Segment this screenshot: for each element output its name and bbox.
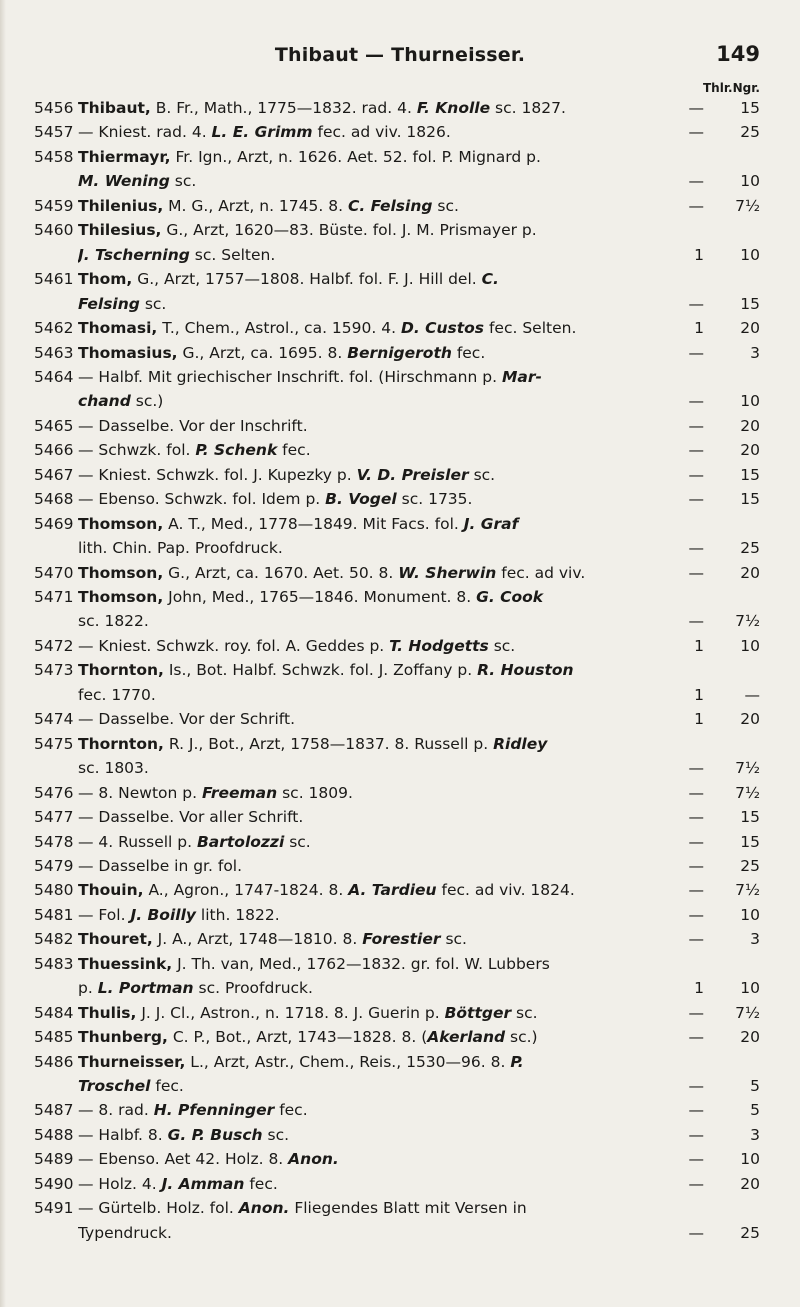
price-groschen: 25 (740, 856, 760, 875)
entry-text: Thom, G., Arzt, 1757—1808. Halbf. fol. F. J. Hill del. C. (78, 270, 499, 289)
price-groschen: 15 (740, 294, 760, 313)
catalog-entry (0, 831, 800, 853)
page-number: 149 (716, 42, 760, 66)
entry-text: — Kniest. rad. 4. L. E. Grimm fec. ad viv. 1826. (78, 123, 451, 142)
catalog-entry (0, 953, 800, 975)
price-groschen: 25 (740, 1223, 760, 1242)
catalog-entry (0, 586, 800, 608)
entry-text: — Dasselbe. Vor der Schrift. (78, 710, 295, 729)
entry-number: 5467 (34, 465, 74, 484)
price-thaler: — (688, 539, 704, 558)
price-thaler: 1 (694, 636, 704, 655)
catalog-entry (0, 1124, 800, 1146)
catalog-entry (0, 1051, 800, 1073)
entry-number: 5488 (34, 1125, 74, 1144)
price-groschen: 7½ (735, 1003, 760, 1022)
entry-text: Troschel fec. (78, 1077, 184, 1095)
entry-text: Thomasi, T., Chem., Astrol., ca. 1590. 4. D. Custos fec. Selten. (78, 319, 577, 338)
price-thaler: — (688, 1174, 704, 1193)
catalog-entry (0, 121, 800, 143)
entry-number: 5479 (34, 856, 74, 875)
catalog-entry (0, 879, 800, 901)
price-column-header: Thlr.Ngr. (702, 81, 760, 95)
entry-text: Felsing sc. (78, 294, 167, 313)
entry-number: 5480 (34, 881, 74, 900)
catalog-entry (0, 464, 800, 486)
entry-text: Thomasius, G., Arzt, ca. 1695. 8. Bernigeroth fec. (78, 343, 486, 362)
catalog-entry (0, 415, 800, 437)
entry-number: 5484 (34, 1003, 74, 1022)
entry-number: 5478 (34, 832, 74, 851)
entry-text: Thouret, J. A., Arzt, 1748—1810. 8. Forestier sc. (78, 930, 467, 949)
price-thaler: 1 (694, 979, 704, 998)
catalog-entry (0, 342, 800, 364)
price-groschen: 20 (740, 710, 760, 729)
price-groschen: 10 (740, 392, 760, 411)
catalog-entry (0, 1099, 800, 1121)
entry-text: Thomson, John, Med., 1765—1846. Monument. 8. G. Cook (78, 588, 544, 606)
entry-text: Thilesius, G., Arzt, 1620—83. Büste. fol. J. M. Prismayer p. (78, 221, 537, 240)
entry-number: 5465 (34, 416, 74, 435)
price-thaler: — (688, 196, 704, 215)
entry-number: 5458 (34, 147, 74, 166)
entry-text: — Ebenso. Schwzk. fol. Idem p. B. Vogel sc. 1735. (78, 490, 473, 509)
catalog-entry (0, 1002, 800, 1024)
running-head-title: Thibaut — Thurneisser. (274, 44, 526, 66)
catalog-entry (0, 562, 800, 584)
price-groschen: 10 (740, 905, 760, 924)
catalog-entry (0, 806, 800, 828)
running-head (0, 38, 800, 74)
catalog-entry (0, 733, 800, 755)
entry-number: 5472 (34, 636, 74, 655)
entry-text: Thibaut, B. Fr., Math., 1775—1832. rad. 4. F. Knolle sc. 1827. (78, 99, 566, 117)
price-thaler: — (688, 441, 704, 460)
entry-text: J. Tscherning sc. Selten. (78, 245, 276, 264)
catalog-entry (0, 855, 800, 877)
catalog-entry (0, 219, 800, 241)
catalog-entry (0, 1197, 800, 1219)
entry-text: Thulis, J. J. Cl., Astron., n. 1718. 8. J. Guerin p. Böttger sc. (78, 1003, 538, 1022)
price-thaler: — (688, 905, 704, 924)
entry-text: — Dasselbe. Vor der Inschrift. (78, 416, 308, 435)
catalog-entry (0, 268, 800, 290)
price-thaler: 1 (694, 245, 704, 264)
entry-number: 5468 (34, 490, 74, 509)
price-thaler: — (688, 172, 704, 191)
entry-number: 5475 (34, 734, 74, 753)
entry-text: — Dasselbe in gr. fol. (78, 856, 243, 875)
price-thaler: — (688, 294, 704, 313)
entry-text: — 8. Newton p. Freeman sc. 1809. (78, 783, 353, 802)
catalog-entry (0, 195, 800, 217)
entry-text: — Schwzk. fol. P. Schenk fec. (78, 441, 311, 460)
price-thaler: 1 (694, 319, 704, 338)
catalog-entry-continuation (0, 757, 800, 779)
catalog-entry-continuation (0, 684, 800, 706)
catalog-entry (0, 366, 800, 388)
price-groschen: 10 (740, 979, 760, 998)
price-groschen: 10 (740, 636, 760, 655)
entry-number: 5474 (34, 710, 74, 729)
price-groschen: 10 (740, 245, 760, 264)
entry-number: 5490 (34, 1174, 74, 1193)
entry-number: 5489 (34, 1150, 74, 1169)
entry-text: Typendruck. (78, 1223, 172, 1242)
entry-text: Thuessink, J. Th. van, Med., 1762—1832. gr. fol. W. Lubbers (78, 954, 550, 973)
entry-text: — 4. Russell p. Bartolozzi sc. (78, 832, 311, 851)
entry-text: — Halbf. Mit griechischer Inschrift. fol. (Hirschmann p. Mar- (78, 367, 542, 386)
entry-number: 5471 (34, 588, 74, 606)
price-groschen: 15 (740, 465, 760, 484)
price-groschen: 7½ (735, 196, 760, 215)
price-groschen: 20 (740, 441, 760, 460)
entry-text: — 8. rad. H. Pfenninger fec. (78, 1101, 308, 1120)
price-thaler: — (688, 123, 704, 142)
price-groschen: 25 (740, 123, 760, 142)
entry-text: Thomson, G., Arzt, ca. 1670. Aet. 50. 8. W. Sherwin fec. ad viv. (78, 563, 586, 582)
price-thaler: — (688, 99, 704, 117)
price-thaler: — (688, 563, 704, 582)
price-groschen: 3 (750, 930, 760, 949)
price-groschen: 10 (740, 172, 760, 191)
entry-number: 5461 (34, 270, 74, 289)
entry-text: lith. Chin. Pap. Proofdruck. (78, 539, 283, 558)
catalog-entry (0, 635, 800, 657)
price-thaler: — (688, 1223, 704, 1242)
catalog-entry (0, 317, 800, 339)
entry-text: Thouin, A., Agron., 1747-1824. 8. A. Tardieu fec. ad viv. 1824. (78, 881, 575, 900)
entry-number: 5483 (34, 954, 74, 973)
catalog-entry-continuation (0, 390, 800, 412)
entry-number: 5473 (34, 661, 74, 680)
catalog-entry-continuation (0, 293, 800, 315)
entry-number: 5464 (34, 367, 74, 386)
entry-text: Thornton, R. J., Bot., Arzt, 1758—1837. 8. Russell p. Ridley (78, 734, 548, 753)
price-groschen: 7½ (735, 612, 760, 631)
catalog-entry-continuation (0, 977, 800, 999)
entry-text: — Kniest. Schwzk. fol. J. Kupezky p. V. D. Preisler sc. (78, 465, 496, 484)
entry-text: sc. 1822. (78, 612, 149, 631)
entry-text: p. L. Portman sc. Proofdruck. (78, 979, 313, 998)
catalog-entry (0, 488, 800, 510)
price-groschen: 15 (740, 490, 760, 509)
price-thaler: — (688, 832, 704, 851)
entry-number: 5460 (34, 221, 74, 240)
entry-text: Thornton, Is., Bot. Halbf. Schwzk. fol. J. Zoffany p. R. Houston (78, 661, 574, 680)
entry-text: — Halbf. 8. G. P. Busch sc. (78, 1125, 290, 1144)
entry-text: Thurneisser, L., Arzt, Astr., Chem., Reis., 1530—96. 8. P. (78, 1052, 524, 1071)
catalog-entry (0, 513, 800, 535)
price-groschen: 20 (740, 1174, 760, 1193)
entry-text: — Fol. J. Boilly lith. 1822. (78, 905, 280, 924)
catalog-entry (0, 97, 800, 119)
price-groschen: 7½ (735, 881, 760, 900)
price-thaler: — (688, 490, 704, 509)
price-thaler: — (688, 1077, 704, 1095)
catalog-entry (0, 708, 800, 730)
entry-text: chand sc.) (78, 392, 164, 411)
entry-number: 5481 (34, 905, 74, 924)
price-thaler: — (688, 416, 704, 435)
catalog-entry (0, 782, 800, 804)
price-groschen: 10 (740, 1150, 760, 1169)
catalog-entry (0, 1148, 800, 1170)
price-groschen: 25 (740, 539, 760, 558)
price-groschen: 5 (750, 1077, 760, 1095)
price-groschen: 5 (750, 1101, 760, 1120)
entry-text: sc. 1803. (78, 759, 149, 778)
price-thaler: 1 (694, 710, 704, 729)
entry-number: 5470 (34, 563, 74, 582)
price-thaler: — (688, 856, 704, 875)
entry-number: 5491 (34, 1199, 74, 1218)
catalog-entry-continuation (0, 244, 800, 266)
price-thaler: — (688, 783, 704, 802)
entry-number: 5485 (34, 1028, 74, 1047)
entry-number: 5476 (34, 783, 74, 802)
price-groschen: 15 (740, 832, 760, 851)
price-thaler: — (688, 392, 704, 411)
price-thaler: — (688, 1125, 704, 1144)
price-groschen: 3 (750, 343, 760, 362)
price-groschen: 15 (740, 99, 760, 117)
price-thaler: — (688, 343, 704, 362)
price-groschen: 20 (740, 563, 760, 582)
price-thaler: — (688, 808, 704, 827)
price-groschen: 20 (740, 319, 760, 338)
entry-number: 5477 (34, 808, 74, 827)
price-thaler: — (688, 612, 704, 631)
catalog-entry (0, 146, 800, 168)
entry-text: — Dasselbe. Vor aller Schrift. (78, 808, 304, 827)
entry-number: 5457 (34, 123, 74, 142)
entry-number: 5463 (34, 343, 74, 362)
price-groschen: — (744, 685, 760, 704)
entry-text: — Ebenso. Aet 42. Holz. 8. Anon. (78, 1150, 339, 1169)
entry-text: — Kniest. Schwzk. roy. fol. A. Geddes p. T. Hodgetts sc. (78, 636, 516, 655)
catalog-entry-continuation (0, 1222, 800, 1244)
catalog-entry-continuation (0, 610, 800, 632)
catalog-entry (0, 904, 800, 926)
price-thaler: — (688, 1150, 704, 1169)
entry-number: 5456 (34, 99, 74, 117)
catalog-entry-continuation (0, 170, 800, 192)
entry-number: 5486 (34, 1052, 74, 1071)
entry-number: 5462 (34, 319, 74, 338)
price-thaler: — (688, 930, 704, 949)
entry-text: — Holz. 4. J. Amman fec. (78, 1174, 278, 1193)
price-thaler: 1 (694, 685, 704, 704)
entry-text: Thomson, A. T., Med., 1778—1849. Mit Facs. fol. J. Graf (78, 514, 519, 533)
price-groschen: 20 (740, 416, 760, 435)
catalog-entry (0, 659, 800, 681)
catalog-entry-continuation (0, 537, 800, 559)
price-groschen: 7½ (735, 759, 760, 778)
price-thaler: — (688, 759, 704, 778)
entry-text: Thilenius, M. G., Arzt, n. 1745. 8. C. Felsing sc. (78, 196, 459, 215)
entry-text: Thiermayr, Fr. Ign., Arzt, n. 1626. Aet. 52. fol. P. Mignard p. (78, 147, 541, 166)
price-thaler: — (688, 1003, 704, 1022)
price-thaler: — (688, 1101, 704, 1120)
price-groschen: 7½ (735, 783, 760, 802)
entry-number: 5469 (34, 514, 74, 533)
catalog-entry (0, 439, 800, 461)
entry-number: 5487 (34, 1101, 74, 1120)
price-groschen: 20 (740, 1028, 760, 1047)
entry-number: 5466 (34, 441, 74, 460)
price-thaler: — (688, 881, 704, 900)
price-thaler: — (688, 465, 704, 484)
catalog-entry (0, 1173, 800, 1195)
catalog-entry (0, 1026, 800, 1048)
price-groschen: 15 (740, 808, 760, 827)
entry-number: 5459 (34, 196, 74, 215)
price-groschen: 3 (750, 1125, 760, 1144)
catalog-entry (0, 928, 800, 950)
catalog-entry-continuation (0, 1075, 800, 1097)
entry-text: M. Wening sc. (78, 172, 197, 191)
entry-text: Thunberg, C. P., Bot., Arzt, 1743—1828. 8. (Akerland sc.) (78, 1028, 538, 1047)
entry-text: fec. 1770. (78, 685, 156, 704)
entry-text: — Gürtelb. Holz. fol. Anon. Fliegendes Blatt mit Versen in (78, 1199, 527, 1218)
entry-number: 5482 (34, 930, 74, 949)
price-thaler: — (688, 1028, 704, 1047)
